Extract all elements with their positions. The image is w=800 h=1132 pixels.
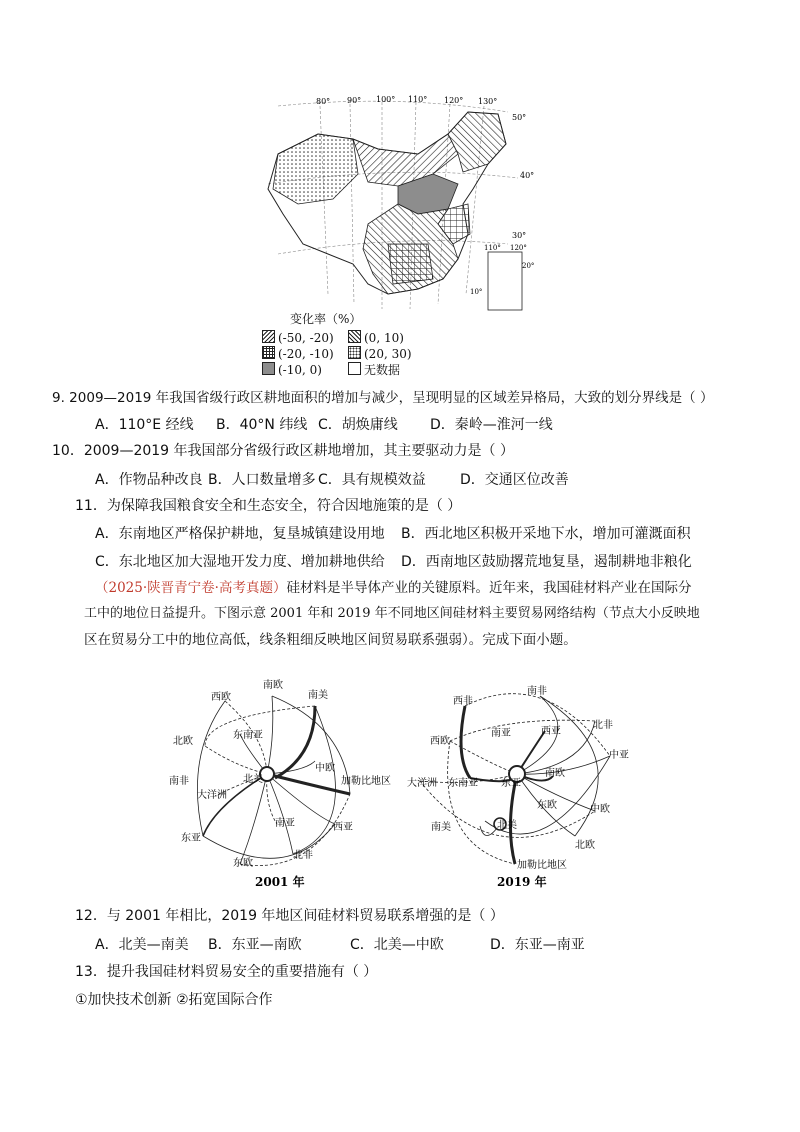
node-label: 北欧: [173, 736, 193, 747]
blank-swatch: [348, 362, 361, 375]
node-label: 北非: [593, 720, 613, 731]
node-label: 西欧: [430, 736, 450, 747]
q9-option-b[interactable]: B．40°N 纬线: [216, 417, 308, 433]
gray-swatch: [262, 362, 275, 375]
node-label: 西非: [453, 696, 473, 707]
lat-label: 40°: [520, 171, 535, 180]
node-label: 东南亚: [233, 730, 263, 741]
question-13-stem: 13．提升我国硅材料贸易安全的重要措施有（ ）: [75, 964, 378, 980]
q10-option-b[interactable]: B．人口数量增多: [208, 472, 316, 488]
q11-option-b[interactable]: B．西北地区积极开采地下水，增加可灌溉面积: [401, 526, 691, 542]
question-11-stem: 11．为保障我国粮食安全和生态安全，符合因地施策的是（ ）: [75, 498, 462, 514]
node-label: 南欧: [263, 680, 283, 691]
node-label: 南亚: [491, 728, 511, 739]
lat-label: 30°: [512, 231, 527, 240]
lat-label: 50°: [512, 113, 527, 122]
network-2001-caption: 2001 年: [255, 875, 305, 889]
lon-label: 90°: [347, 96, 362, 105]
q12-option-c[interactable]: C．北美—中欧: [350, 937, 444, 953]
node-label: 南美: [431, 822, 451, 833]
node-label: 中欧: [590, 804, 610, 815]
lon-label: 110°: [408, 95, 428, 104]
node-label: 东亚: [501, 778, 521, 789]
lon-label: 130°: [478, 97, 498, 106]
inset-label: 20°: [522, 262, 535, 270]
node-label: 东南亚: [448, 778, 478, 789]
node-label: 加勒比地区: [517, 860, 567, 871]
source-tag: （2025·陕晋青宁卷·高考真题）: [95, 580, 287, 596]
node-label: 西亚: [333, 822, 353, 833]
legend-item: 无数据: [348, 362, 400, 377]
network-2001-links: [197, 696, 350, 866]
node-label: 南欧: [545, 768, 565, 779]
node-label: 南非: [527, 686, 547, 697]
node-label: 中亚: [609, 750, 629, 761]
legend-item: (-20, -10): [262, 346, 334, 361]
q10-option-d[interactable]: D．交通区位改善: [460, 472, 569, 488]
inset-label: 120°: [510, 244, 527, 252]
lon-label: 120°: [444, 96, 464, 105]
q9-option-d[interactable]: D．秦岭—淮河一线: [430, 417, 553, 433]
inset-label: 10°: [470, 288, 483, 296]
network-2019-caption: 2019 年: [497, 875, 547, 889]
legend-item: (-10, 0): [262, 362, 322, 377]
q11-option-d[interactable]: D．西南地区鼓励撂荒地复垦，遏制耕地非粮化: [401, 554, 692, 570]
diag-back-swatch: [262, 330, 275, 343]
node-label: 南美: [308, 690, 328, 701]
node-label: 东亚: [181, 833, 201, 844]
question-9-stem: 9. 2009—2019 年我国省级行政区耕地面积的增加与减少，呈现明显的区域差异格局，大致的划分界线是（ ）: [52, 390, 714, 406]
node-label: 大洋洲: [197, 790, 227, 801]
q13-items: ①加快技术创新 ②拓宽国际合作: [75, 992, 273, 1008]
lon-label: 80°: [316, 97, 331, 106]
q11-option-a[interactable]: A．东南地区严格保护耕地，复垦城镇建设用地: [95, 526, 385, 542]
node-label: 北美: [497, 820, 517, 831]
node-label: 北欧: [575, 840, 595, 851]
q9-option-a[interactable]: A．110°E 经线: [95, 417, 194, 433]
network-2019-figure: [405, 676, 640, 896]
diag-fwd-swatch: [348, 330, 361, 343]
question-10-stem: 10．2009—2019 年我国部分省级行政区耕地增加，其主要驱动力是（ ）: [52, 443, 514, 459]
node-label: 西亚: [541, 726, 561, 737]
q10-option-c[interactable]: C．具有规模效益: [318, 472, 426, 488]
node-label: 南非: [169, 776, 189, 787]
question-12-stem: 12．与 2001 年相比，2019 年地区间硅材料贸易联系增强的是（ ）: [75, 908, 504, 924]
node-label: 东欧: [233, 858, 253, 869]
q9-option-c[interactable]: C．胡焕庸线: [318, 417, 398, 433]
grid-swatch: [262, 346, 275, 359]
q10-option-a[interactable]: A．作物品种改良: [95, 472, 203, 488]
q12-option-a[interactable]: A．北美—南美: [95, 937, 189, 953]
dots-swatch: [348, 346, 361, 359]
node-label: 北非: [293, 850, 313, 861]
node-label: 西欧: [211, 692, 231, 703]
node-label: 东欧: [537, 800, 557, 811]
intro-paragraph: （2025·陕晋青宁卷·高考真题）硅材料是半导体产业的关键原料。近年来，我国硅材料产业在国际分 工中的地位日益提升。下图示意 2001 年和 2019 年不同地区间硅材料主要贸易网络结构（节点大小反映地 区在贸易分工中的地位高低，线条粗细反映地区间贸易联系强弱）。完成下面小题。: [84, 580, 700, 648]
q11-option-c[interactable]: C．东北地区加大湿地开发力度、增加耕地供给: [95, 554, 385, 570]
inset-label: 110°: [484, 244, 501, 252]
q12-option-b[interactable]: B．东亚—南欧: [208, 937, 302, 953]
network-2001-figure: [165, 676, 391, 896]
legend-item: (0, 10): [348, 330, 404, 345]
china-map-figure: [258, 94, 534, 330]
node-label: 南亚: [275, 818, 295, 829]
legend-item: (20, 30): [348, 346, 412, 361]
china-map: [258, 94, 534, 330]
legend-title: 变化率（%）: [290, 312, 362, 326]
node-label: 大洋洲: [407, 778, 437, 789]
q12-option-d[interactable]: D．东亚—南亚: [490, 937, 585, 953]
inset-map: [488, 252, 522, 310]
node-label: 北美: [243, 774, 263, 785]
legend-item: (-50, -20): [262, 330, 334, 345]
node-label: 中欧: [315, 763, 335, 774]
node-label: 加勒比地区: [341, 776, 391, 787]
lon-label: 100°: [376, 95, 396, 104]
